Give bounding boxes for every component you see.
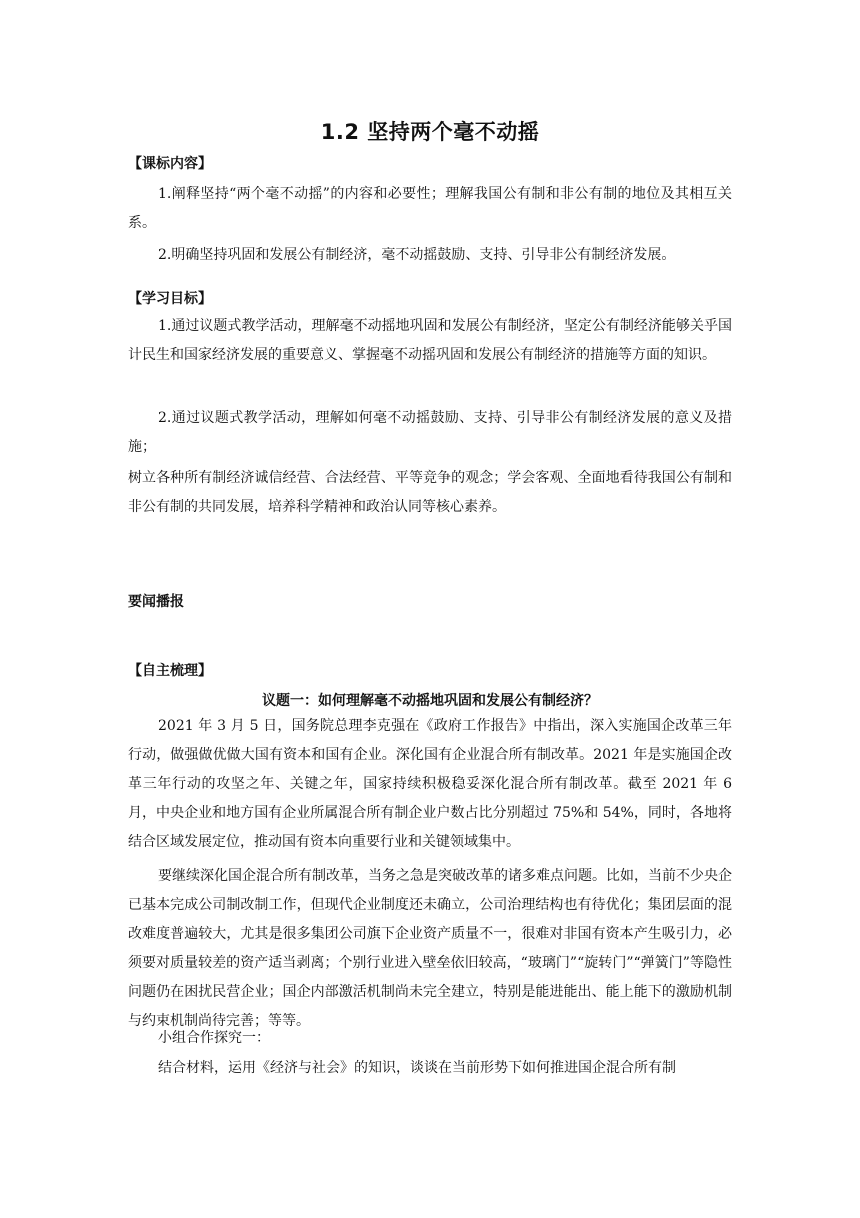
group-inquiry-label: 小组合作探究一： (158, 1030, 270, 1046)
curriculum-heading: 【课标内容】 (128, 156, 212, 172)
curriculum-item-2: 2.明确坚持巩固和发展公有制经济，毫不动摇鼓励、支持、引导非公有制经济发展。 (158, 247, 676, 263)
goals-item-3: 树立各种所有制经济诚信经营、合法经营、平等竞争的观念；学会客观、全面地看待我国公有制和非公有制的共同发展，培养科学精神和政治认同等核心素养。 (128, 470, 732, 515)
topic-one-heading: 议题一：如何理解毫不动摇地巩固和发展公有制经济？ (262, 693, 598, 709)
news-heading: 要闻播报 (128, 594, 184, 610)
self-study-heading: 【自主梳理】 (128, 663, 212, 679)
topic-one-paragraph-2: 要继续深化国企混合所有制改革，当务之急是突破改革的诸多难点问题。比如，当前不少央企已基本完成公司制改制工作，但现代企业制度还未确立，公司治理结构也有待优化；集团层面的混改难度普遍较大，尤其是很多集团公司旗下企业资产质量不一，很难对非国有资本产生吸引力，必须要对质量较差的资产适当剥离；个别行业进入壁垒依旧较高，“玻璃门”“旋转门”“弹簧门”等隐性问题仍在困扰民营企业；国企内部激活机制尚未完全建立，特别是能进能出、能上能下的激励机制与约束机制尚待完善；等等。 (128, 868, 732, 1029)
goals-item-2: 2.通过议题式教学活动，理解如何毫不动摇鼓励、支持、引导非公有制经济发展的意义及措施； (128, 410, 732, 455)
curriculum-item-1: 1.阐释坚持“两个毫不动摇”的内容和必要性；理解我国公有制和非公有制的地位及其相互关系。 (128, 186, 732, 231)
group-inquiry-prompt: 结合材料，运用《经济与社会》的知识，谈谈在当前形势下如何推进国企混合所有制 (158, 1060, 676, 1076)
goals-heading: 【学习目标】 (128, 291, 212, 307)
page-title: 1.2 坚持两个毫不动摇 (320, 120, 540, 144)
goals-item-1: 1.通过议题式教学活动，理解毫不动摇地巩固和发展公有制经济，坚定公有制经济能够关乎国计民生和国家经济发展的重要意义、掌握毫不动摇巩固和发展公有制经济的措施等方面的知识。 (128, 318, 732, 363)
topic-one-paragraph-1: 2021 年 3 月 5 日，国务院总理李克强在《政府工作报告》中指出，深入实施国企改革三年行动，做强做优做大国有资本和国有企业。深化国有企业混合所有制改革。2021 年是实施国企改革三年行动的攻坚之年、关键之年，国家持续积极稳妥深化混合所有制改革。截至 2021 年 6 月，中央企业和地方国有企业所属混合所有制企业户数占比分别超过 75%和 54%，同时，各地将结合区域发展定位，推动国有资本向重要行业和关键领域集中。 (128, 718, 732, 850)
